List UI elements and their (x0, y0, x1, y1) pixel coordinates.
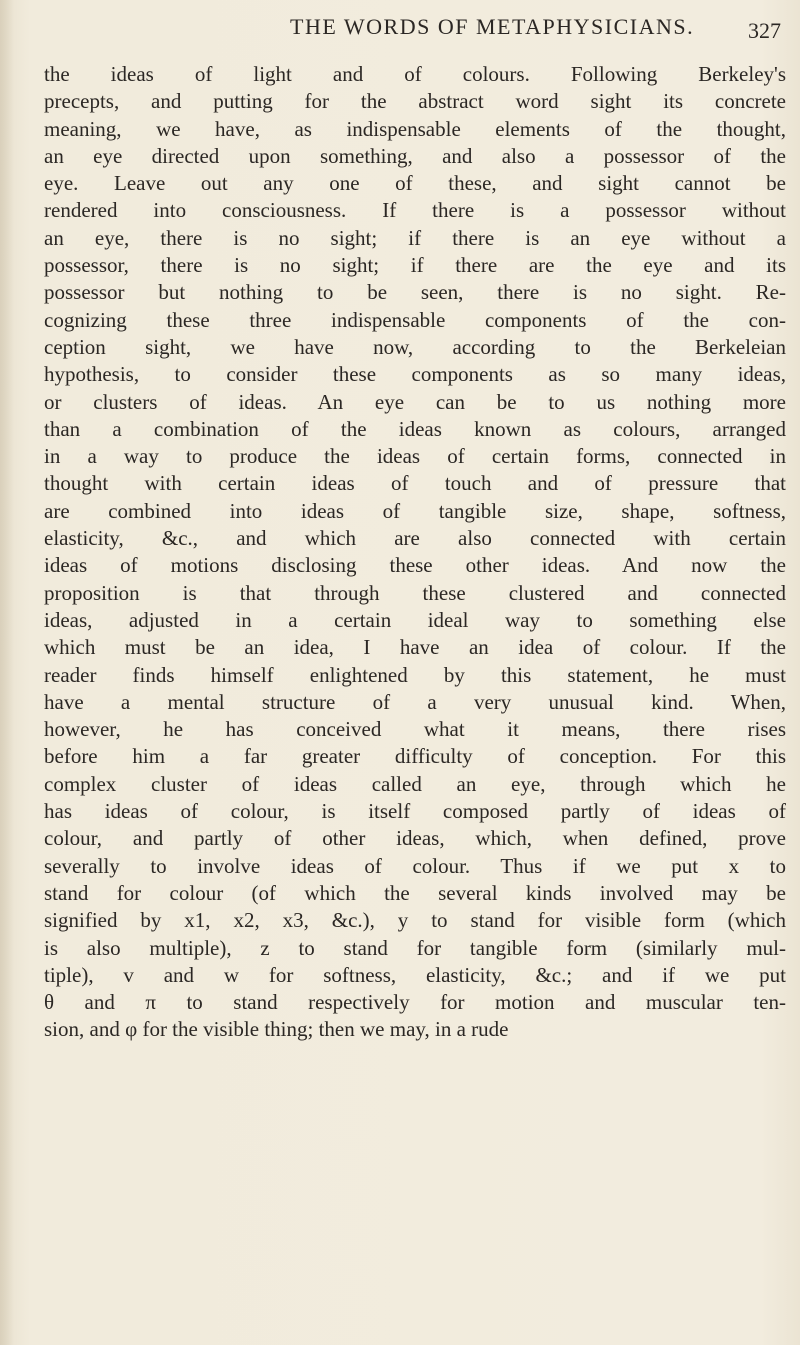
text-line: proposition is that through these clustered and connected (44, 580, 786, 605)
text-line: tiple), v and w for softness, elasticity, &c.; and if we put (44, 962, 786, 987)
running-title: THE WORDS OF METAPHYSICIANS. (290, 14, 695, 39)
text-line: than a combination of the ideas known as colours, arranged (44, 416, 786, 441)
text-line: hypothesis, to consider these components as so many ideas, (44, 362, 786, 387)
text-line: possessor but nothing to be seen, there is no sight. Re- (44, 280, 786, 305)
text-line: ideas, adjusted in a certain ideal way to something else (44, 607, 786, 632)
text-line: ception sight, we have now, according to the Berkeleian (44, 334, 786, 359)
body-text (44, 61, 786, 1044)
text-line: eye. Leave out any one of these, and sight cannot be (44, 171, 786, 196)
text-line: the ideas of light and of colours. Following Berkeley's (44, 62, 786, 86)
text-line: in a way to produce the ideas of certain forms, connected in (44, 444, 786, 469)
text-line: has ideas of colour, is itself composed partly of ideas of (44, 799, 786, 824)
text-line: θ and π to stand respectively for motion and muscular ten- (44, 990, 786, 1015)
text-line: cognizing these three indispensable components of the con- (44, 307, 786, 332)
text-line: an eye, there is no sight; if there is an eye without a (44, 225, 786, 250)
text-line: complex cluster of ideas called an eye, through which he (44, 771, 786, 796)
text-line: precepts, and putting for the abstract word sight its concrete (44, 89, 786, 114)
text-line: are combined into ideas of tangible size, shape, softness, (44, 498, 786, 523)
text-line: colour, and partly of other ideas, which, when defined, prove (44, 826, 786, 851)
text-line: reader finds himself enlightened by this statement, he must (44, 662, 786, 687)
text-line: an eye directed upon something, and also a possessor of the (44, 143, 786, 168)
text-line: is also multiple), z to stand for tangible form (similarly mul- (44, 935, 786, 960)
text-line: possessor, there is no sight; if there are the eye and its (44, 253, 786, 278)
page-header (0, 10, 800, 50)
text-line: elasticity, &c., and which are also connected with certain (44, 526, 786, 551)
text-line: ideas of motions disclosing these other ideas. And now the (44, 553, 786, 578)
text-line: thought with certain ideas of touch and of pressure that (44, 471, 786, 496)
text-line: or clusters of ideas. An eye can be to us nothing more (44, 389, 786, 414)
text-line: have a mental structure of a very unusual kind. When, (44, 689, 786, 714)
text-line: severally to involve ideas of colour. Thus if we put x to (44, 853, 786, 878)
text-line: however, he has conceived what it means, there rises (44, 717, 786, 742)
text-line: stand for colour (of which the several kinds involved may be (44, 880, 786, 905)
text-line: signified by x1, x2, x3, &c.), y to stand for visible form (which (44, 908, 786, 933)
text-line: meaning, we have, as indispensable elements of the thought, (44, 116, 786, 141)
text-line: sion, and φ for the visible thing; then we may, in a rude (44, 1017, 509, 1042)
text-line: rendered into consciousness. If there is a possessor without (44, 198, 786, 223)
page-number: 327 (748, 18, 781, 43)
binding-shadow (0, 0, 14, 1345)
text-line: which must be an idea, I have an idea of colour. If the (44, 635, 786, 660)
text-line: before him a far greater difficulty of conception. For this (44, 744, 786, 769)
